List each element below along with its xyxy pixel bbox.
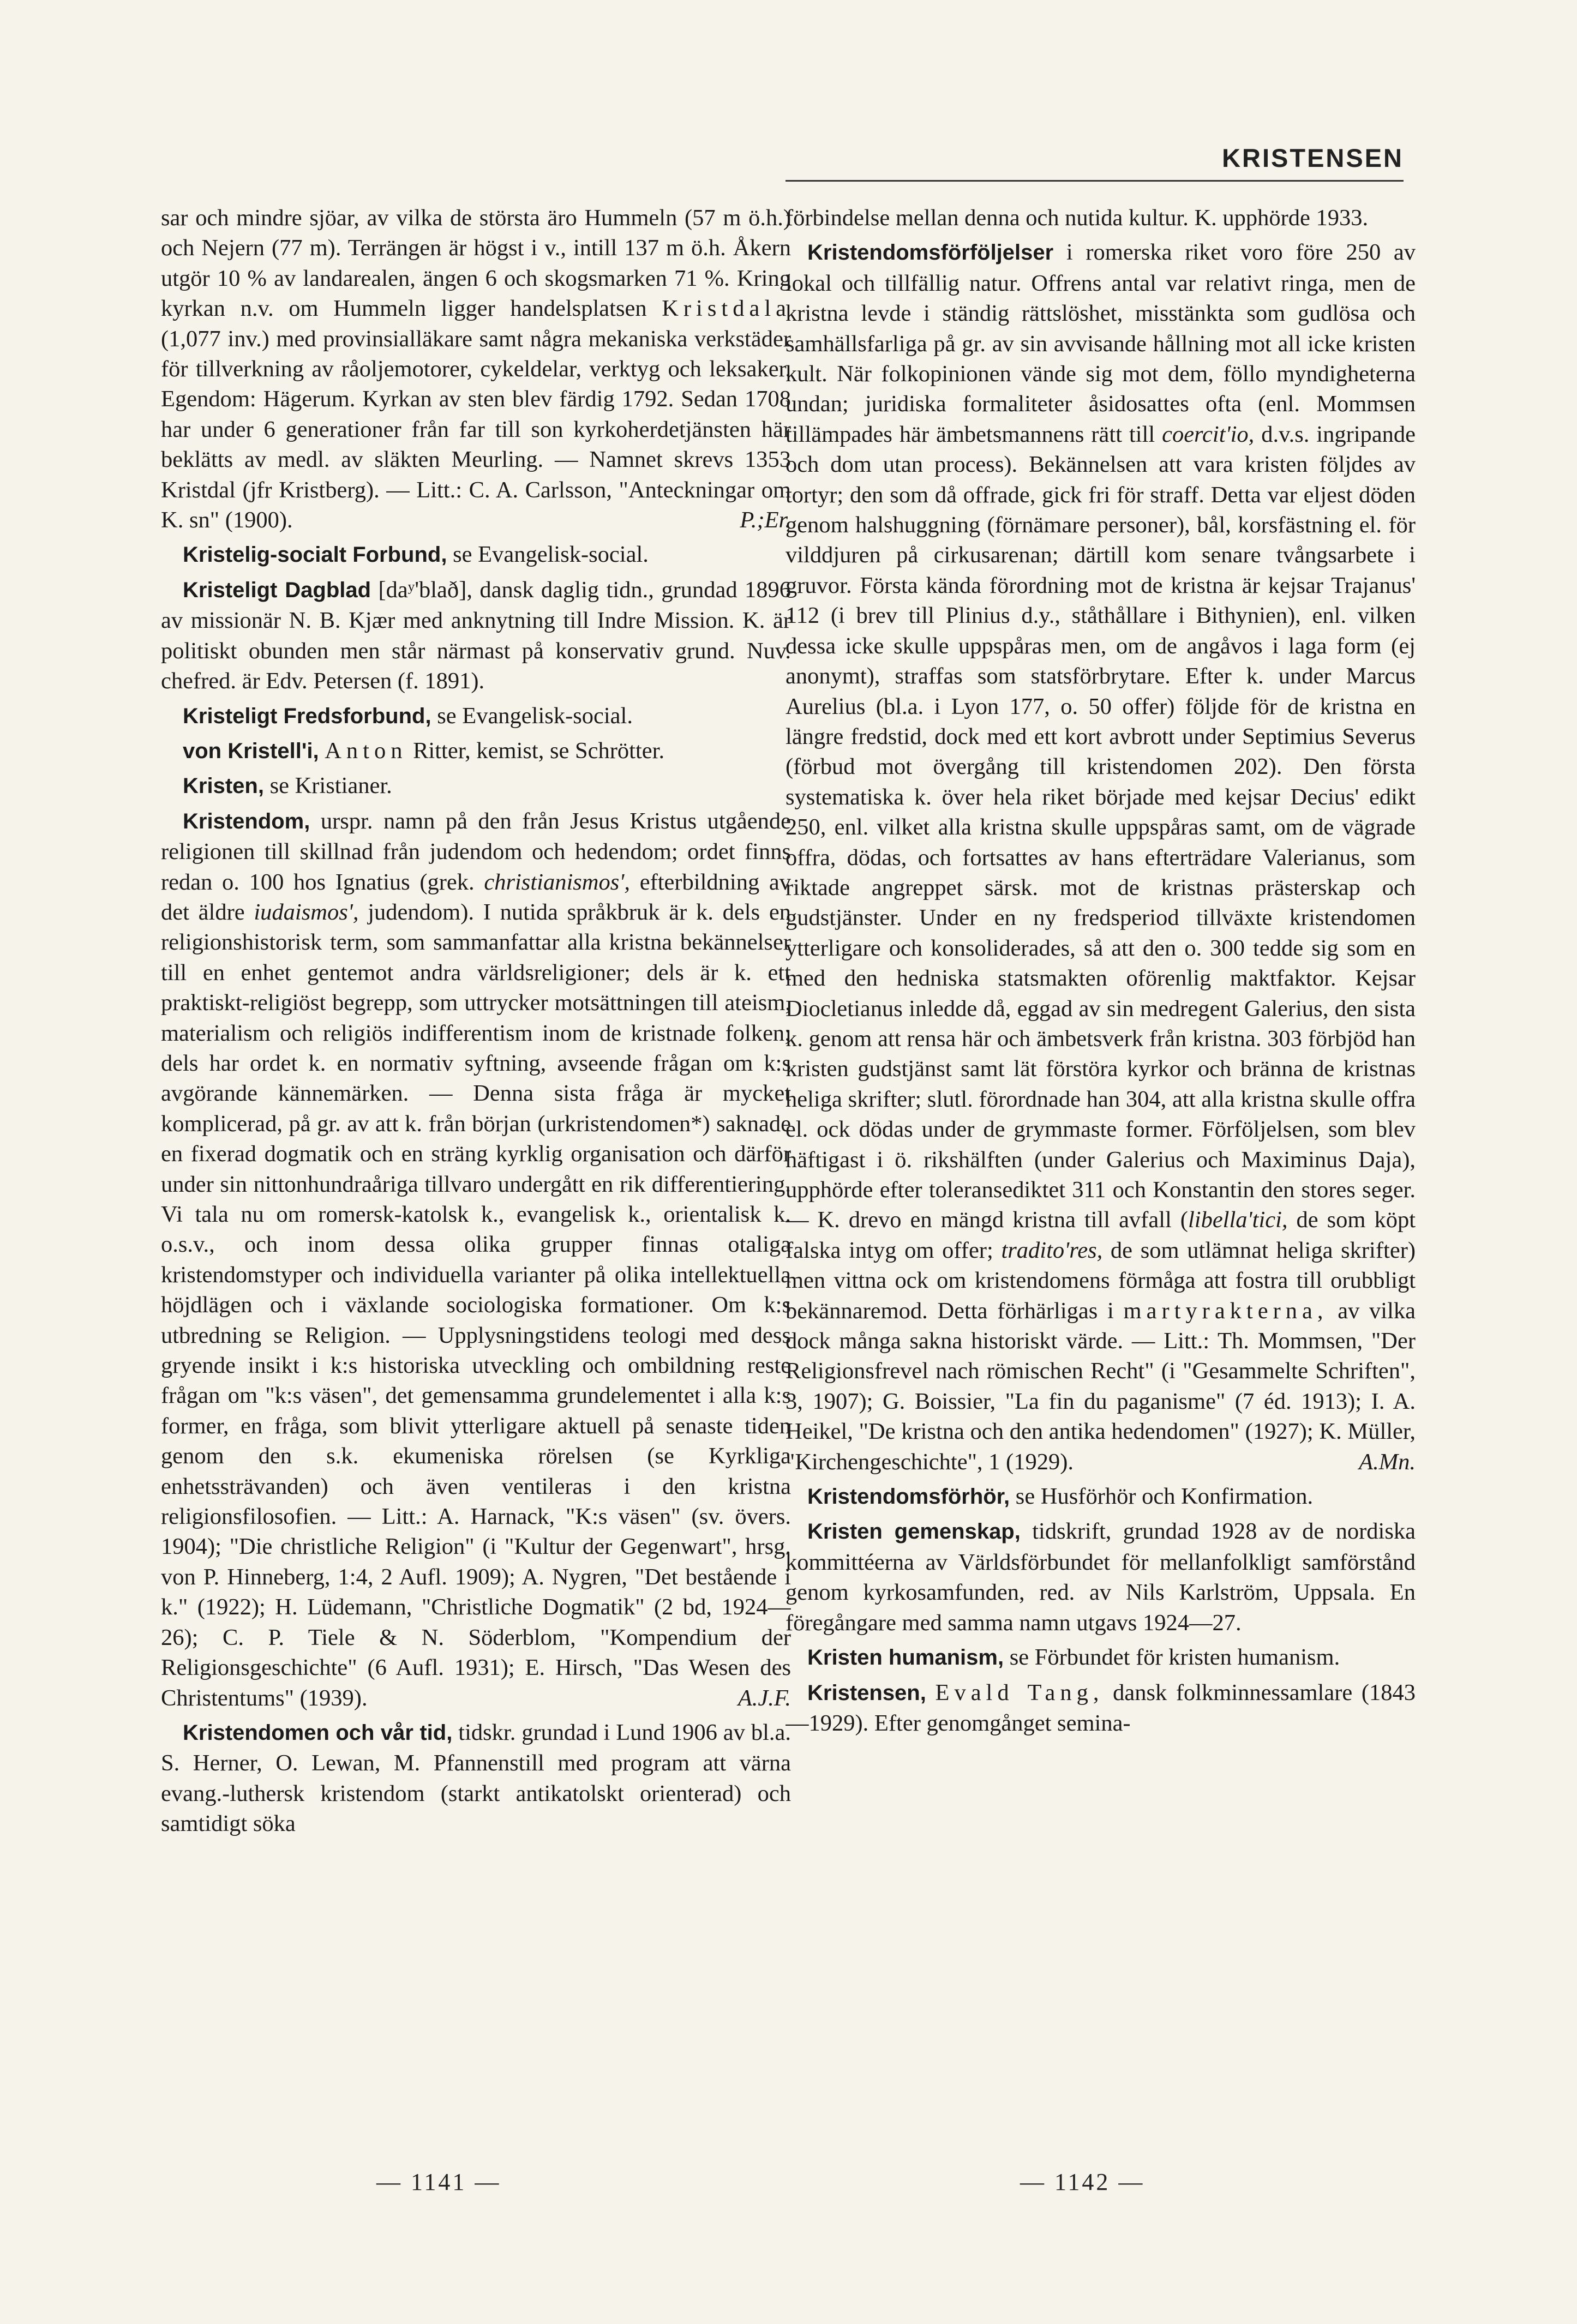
headword: Kristendomsförföljelser [807,241,1054,265]
left-column [161,203,791,2123]
headword: Kristelig-socialt Forbund, [183,543,447,567]
entry-kristensen: Kristensen, Evald Tang, dansk folkminnessamlare (1843—1929). Efter genomgånget semina- [785,1679,1416,1736]
headword: Kristen, [183,774,264,798]
entry-kristeligt-fredsforbund: Kristeligt Fredsforbund, se Evangelisk-social. [183,702,633,729]
headword: Kristendomen och vår tid, [183,1720,453,1745]
entry-kristendomen-och-var-tid: Kristendomen och vår tid, tidskr. grundad i Lund 1906 av bl.a. S. Herner, O. Lewan, M. Pfannenstill med program att värna evang.-luthersk kristendom (starkt antikatolskt orienterad) och samtidigt söka [161,1719,791,1837]
headword: von Kristell'i, [183,738,319,763]
place-name: Kristdala [662,296,791,322]
right-column [785,203,1416,2123]
entry-kristendomsforhor: Kristendomsförhör, se Husförhör och Konfirmation. [807,1484,1314,1510]
entry-kristen-humanism: Kristen humanism, se Förbundet för kristen humanism. [807,1644,1340,1671]
entry-kristelig-socialt: Kristelig-socialt Forbund, se Evangelisk-social. [183,542,649,568]
headword: Kristen gemenskap, [807,1520,1021,1544]
entry-kristdala-continued: sar och mindre sjöar, av vilka de största äro Hummeln (57 m ö.h.) och Nejern (77 m). Terrängen är högst i v., intill 137 m ö.h. Åkern utgör 10 % av landarealen, ängen 6 och skogsmarken 71 %. Kring kyrkan n.v. om Hummeln ligger handelsplatsen Kristdala (1,077 inv.) med provinsialläkare samt några mekaniska verkstäder för tillverkning av råoljemotorer, cykeldelar, verktyg och leksaker. Egendom: Hägerum. Kyrkan av sten blev färdig 1792. Sedan 1708 har under 6 generationer från far till son kyrkoherdetjänsten här beklätts av medl. av släkten Meurling. — Namnet skrevs 1353 Kristdal (jfr Kristberg). — Litt.: C. A. Carlsson, "Anteckningar om K. sn" (1900). P.;Er. [161,203,791,535]
page-number-left: — 1141 — [376,2169,501,2195]
entry-continued: förbindelse mellan denna och nutida kultur. K. upphörde 1933. [785,205,1369,231]
page-number-right: — 1142 — [1020,2169,1145,2195]
entry-kristendomsforfoljelser: Kristendomsförföljelser i romerska riket voro före 250 av lokal och tillfällig natur. Offrens antal var relativt ringa, men de kristna levde i ständig rättslöshet, misstänkta som gudlösa och samhällsfarliga på gr. av sin avvisande hållning mot all icke kristen kult. När folkopinionen vände sig mot dem, föllo myndigheterna undan; juridiska formaliteter åsidosattes ofta (enl. Mommsen tillämpades här ämbetsmannens rätt till coercit'io, d.v.s. ingripande och dom utan process). Bekännelsen att vara kristen följdes av tortyr; den som då offrade, gick fri för straff. Detta var eljest döden genom halshuggning (förnämare personer), bål, korsfästning el. för vilddjuren på cirkusarenan; därtill kom senare tvångsarbete i gruvor. Första kända förordning mot de kristna är kejsar Trajanus' 112 (i brev till Plinius d.y., ståthållare i Bithynien), enl. vilken dessa icke skulle uppspåras men, om de angåvos i laga form (ej anonymt), straffas som statsförbrytare. Efter k. under Marcus Aurelius (bl.a. i Lyon 177, o. 50 offer) följde för de kristna en längre fredstid, dock med ett kort avbrott under Septimius Severus (förbud mot övergång till kristendomen 202). Den första systematiska k. över hela riket började med kejsar Decius' edikt 250, enl. vilket alla kristna skulle uppspåras samt, om de vägrade offra, dödas, och fortsattes av hans efterträdare Valerianus, som riktade angreppet särsk. mot de kristnas prästerskap och gudstjänster. Under en ny fredsperiod tillväxte kristendomen ytterligare och konsoliderades, så att den o. 300 tedde sig som en med den hedniska statsmakten oförenlig maktfaktor. Kejsar Diocletianus inledde då, eggad av sin medregent Galerius, den sista k. genom att rensa här och ämbetsverk från kristna. 303 förbjöd han kristen gudstjänst samt lät förstöra kyrkor och bränna de kristnas heliga skrifter; slutl. förordnade han 304, att alla kristna skulle offra el. ock dödas under de grymmaste former. Förföljelsen, som blev häftigast i ö. rikshälften (under Galerius och Maximinus Daja), upphörde efter toleransediktet 311 och Konstantin den stores seger. — K. drevo en mängd kristna till avfall (libella'tici, de som köpt falska intyg om offer; tradito'res, de som utlämnat heliga skrifter) men vittna ock om kristendomens förmåga att fostra till orubbligt bekännaremod. Detta förhärligas i martyrakterna, av vilka dock många sakna historiskt värde. — Litt.: Th. Mommsen, "Der Religionsfrevel nach römischen Recht" (i "Gesammelte Schriften", 3, 1907); G. Boissier, "La fin du paganisme" (7 éd. 1913); I. A. Heikel, "De kristna och den antika hedendomen" (1927); K. Müller, "Kirchengeschichte", 1 (1929). A.Mn. [785,237,1416,1477]
headword: Kristeligt Dagblad [183,578,371,602]
running-head: KRISTENSEN [1222,143,1404,172]
entry-von-kristelli: von Kristell'i, Anton Ritter, kemist, se Schrötter. [183,737,665,764]
entry-kristen: Kristen, se Kristianer. [183,773,392,799]
author-signature: A.J.F. [737,1685,791,1711]
headword: Kristen humanism, [807,1646,1004,1670]
author-signature: P.;Er. [740,507,791,533]
given-name: Evald Tang, [935,1679,1104,1706]
given-name: Anton [325,737,407,764]
entry-kristeligt-dagblad: Kristeligt Dagblad [daʸ'blað], dansk daglig tidn., grundad 1896 av missionär N. B. Kjær med anknytning till Indre Mission. K. är politiskt obunden men står närmast på konservativ grund. Nuv. chefred. är Edv. Petersen (f. 1891). [161,577,791,694]
headword: Kristendom, [183,809,310,833]
entry-kristendom: Kristendom, urspr. namn på den från Jesus Kristus utgående religionen till skillnad från judendom och hedendom; ordet finns redan o. 100 hos Ignatius (grek. christianismos', efterbildning av det äldre iudaismos', judendom). I nutida språkbruk är k. dels en religionshistorisk term, som sammanfattar alla kristna bekännelser till en enhet gentemot andra världsreligioner; dels är k. ett praktiskt-religiöst begrepp, som uttrycker motsättningen till ateism, materialism och religiös indifferentism inom de kristnade folken; dels har ordet k. en normativ syftning, avseende frågan om k:s avgörande kännemärken. — Denna sista fråga är mycket komplicerad, på gr. av att k. från början (urkristendomen*) saknade en fixerad dogmatik och en sträng kyrklig organisation och därför under sin nittonhundraåriga tillvaro undergått en rik differentiering. Vi tala nu om romersk-katolsk k., evangelisk k., orientalisk k. o.s.v., och inom dessa olika grupper finnas otaliga kristendomstyper och individuella varianter på olika intellektuella höjdlägen och i växlande sociologiska formationer. Om k:s utbredning se Religion. — Upplysningstidens teologi med dess gryende insikt i k:s historiska utveckling och ombildning reste frågan om "k:s väsen", det gemensamma grundelementet i alla k:s former, en fråga, som blivit ytterligare aktuell på senaste tiden genom den s.k. ekumeniska rörelsen (se Kyrkliga enhetssträvanden) och även ventileras i den kristna religionsfilosofien. — Litt.: A. Harnack, "K:s väsen" (sv. övers. 1904); "Die christliche Religion" (i "Kultur der Gegenwart", hrsg. von P. Hinneberg, 1:4, 2 Aufl. 1909); A. Nygren, "Det bestående i k." (1922); H. Lüdemann, "Christliche Dogmatik" (2 bd, 1924—26); C. P. Tiele & N. Söderblom, "Kompendium der Religionsgeschichte" (6 Aufl. 1931); E. Hirsch, "Das Wesen des Christentums" (1939). A.J.F. [161,806,791,1713]
headword: Kristeligt Fredsforbund, [183,704,431,728]
headword: Kristensen, [807,1680,926,1705]
author-signature: A.Mn. [1359,1449,1416,1475]
headword: Kristendomsförhör, [807,1485,1010,1509]
entry-kristen-gemenskap: Kristen gemenskap, tidskrift, grundad 1928 av de nordiska kommittéerna av Världsförbundet för mellanfolkligt samförstånd genom kyrkosamfunden, red. av Nils Karlström, Uppsala. En föregångare med samma namn utgavs 1924—27. [785,1518,1416,1636]
header-rule [785,180,1404,182]
